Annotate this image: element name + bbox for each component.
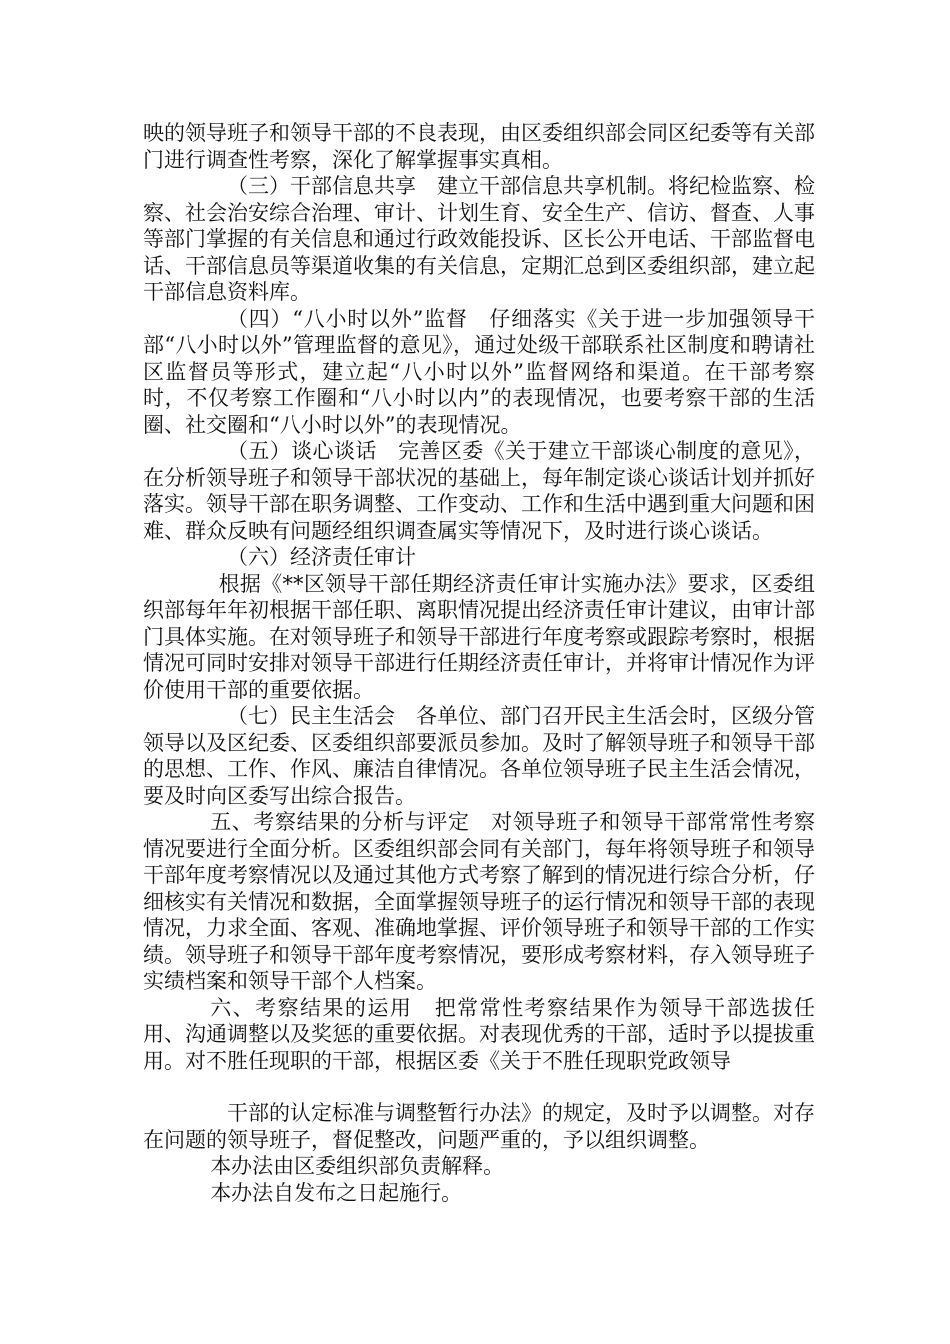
paragraph-democratic-life-meeting: （七）民主生活会 各单位、部门召开民主生活会时，区级分管领导以及区纪委、区委组织部要派员参加。及时了解领导班子和领导干部的思想、工作、作风、廉洁自律情况。各单位领导班子民主生活会情况，要及时向区委写出综合报告。	[143, 704, 815, 808]
paragraph-economic-audit: 根据《**区领导干部任期经济责任审计实施办法》要求，区委组织部每年年初根据干部任职、离职情况提出经济责任审计建议，由审计部门具体实施。在对领导班子和领导干部进行年度考察或跟踪考察时，根据情况可同时安排对领导干部进行任期经济责任审计，并将审计情况作为评价使用干部的重要依据。	[143, 571, 815, 702]
paragraph-continuation: 映的领导班子和领导干部的不良表现，由区委组织部会同区纪委等有关部门进行调查性考察，深化了解掌握事实真相。	[143, 121, 815, 172]
paragraph-after-hours-supervision: （四）“八小时以外”监督 仔细落实《关于进一步加强领导干部“八小时以外”管理监督的意见》，通过处级干部联系社区制度和聘请社区监督员等形式，建立起“八小时以外”监督网络和渠道。在干部考察时，不仅考察工作圈和“八小时以内”的表现情况，也要考察干部的生活圈、社交圈和“八小时以外”的表现情况。	[143, 306, 815, 437]
paragraph-result-application: 六、考察结果的运用 把常常性考察结果作为领导干部选拔任用、沟通调整以及奖惩的重要依据。对表现优秀的干部，适时予以提拔重用。对不胜任现职的干部，根据区委《关于不胜任现职党政领导	[143, 995, 815, 1073]
paragraph-result-analysis: 五、考察结果的分析与评定 对领导班子和领导干部常常性考察情况要进行全面分析。区委组织部会同有关部门，每年将领导班子和领导干部年度考察情况以及通过其他方式考察了解到的情况进行综合分析，仔细核实有关情况和数据，全面掌握领导班子的运行情况和领导干部的表现情况，力求全面、客观、准确地掌握、评价领导班子和领导干部的工作实绩。领导班子和领导干部年度考察情况，要形成考察材料，存入领导班子实绩档案和领导干部个人档案。	[143, 810, 815, 993]
paragraph-interpretation: 本办法由区委组织部负责解释。	[210, 1154, 505, 1178]
paragraph-heart-to-heart-talks: （五）谈心谈话 完善区委《关于建立干部谈心制度的意见》，在分析领导班子和领导干部状况的基础上，每年制定谈心谈话计划并抓好落实。领导干部在职务调整、工作变动、工作和生活中遇到重大问题和困难、群众反映有问题经组织调查属实等情况下，及时进行谈心谈话。	[143, 439, 815, 543]
document-page	[143, 120, 815, 1206]
paragraph-effective-date: 本办法自发布之日起施行。	[210, 1180, 463, 1205]
paragraph-economic-audit-heading: （六）经济责任审计	[227, 545, 416, 569]
paragraph-info-sharing: （三）干部信息共享 建立干部信息共享机制。将纪检监察、检察、社会治安综合治理、审计、计划生育、安全生产、信访、督查、人事等部门掌握的有关信息和通过行政效能投诉、区长公开电话、干部监督电话、干部信息员等渠道收集的有关信息，定期汇总到区委组织部，建立起干部信息资料库。	[143, 174, 815, 304]
paragraph-adjustment-rules: 干部的认定标准与调整暂行办法》的规定，及时予以调整。对存在问题的领导班子，督促整改，问题严重的，予以组织调整。	[143, 1101, 815, 1152]
